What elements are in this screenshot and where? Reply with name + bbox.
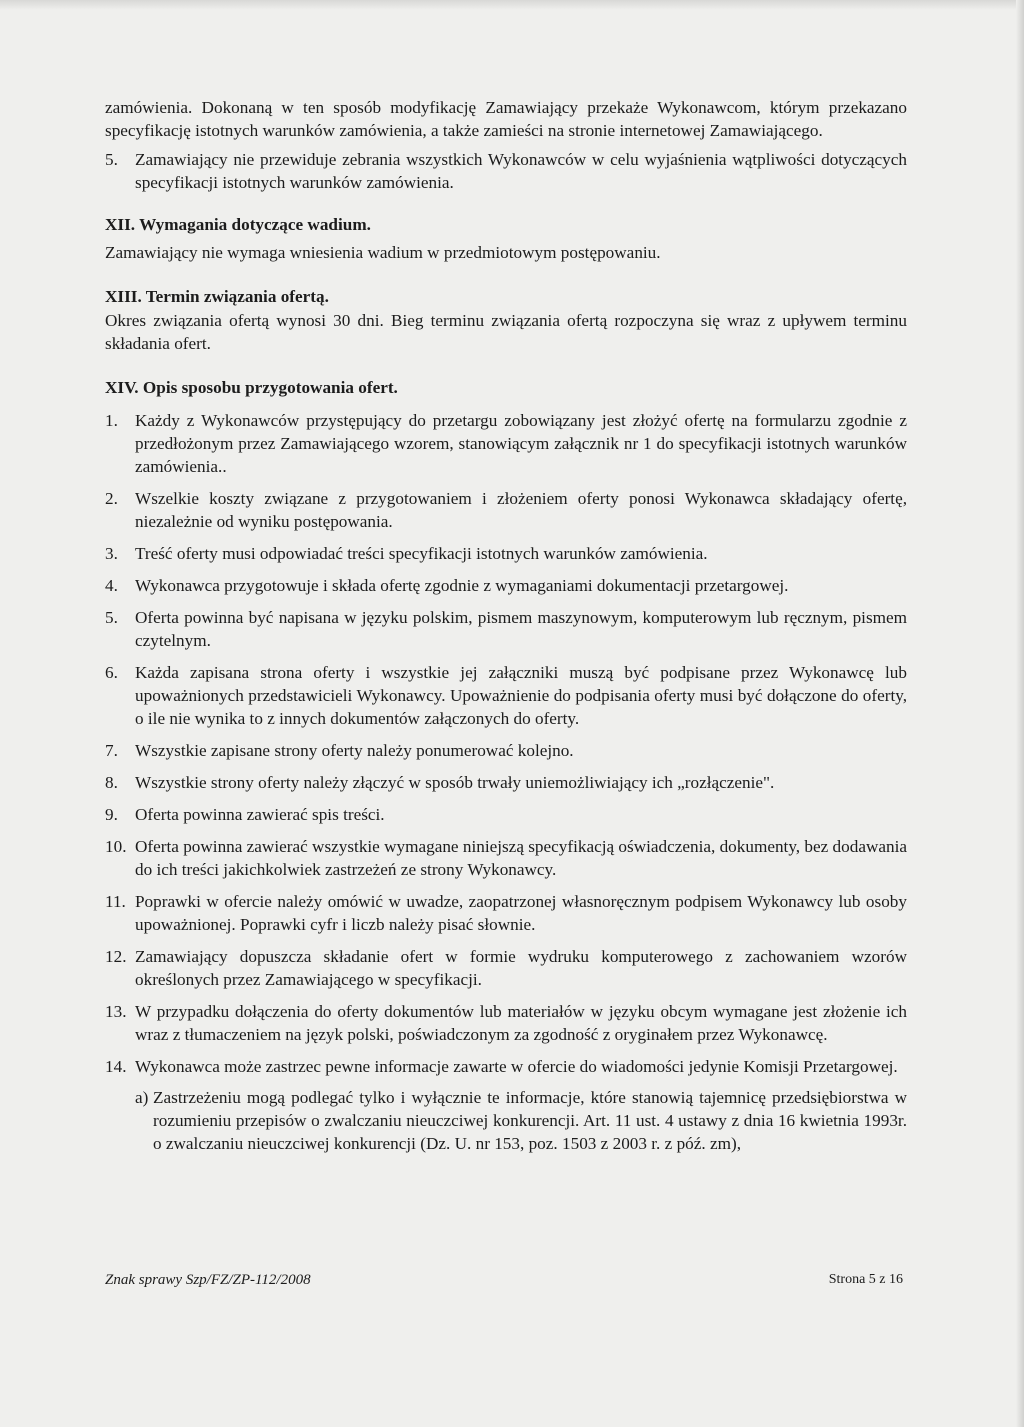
scan-edge-top	[0, 0, 1024, 10]
section-heading-xiii: XIII. Termin związania ofertą.	[105, 287, 329, 306]
section-heading-xiv: XIV. Opis sposobu przygotowania ofert.	[105, 378, 398, 397]
list-item-number: 5.	[105, 608, 118, 627]
list-item-number: 6.	[105, 663, 118, 682]
list-item	[105, 803, 907, 826]
section-heading-xii: XII. Wymagania dotyczące wadium.	[105, 215, 371, 234]
list-item-number: 1.	[105, 411, 118, 430]
list-item-number: 2.	[105, 489, 118, 508]
list-item	[105, 739, 907, 762]
list-item-number: 8.	[105, 773, 118, 792]
list-xiv	[105, 409, 907, 1078]
list-item	[105, 148, 907, 194]
list-subitem-text: Zastrzeżeniu mogą podlegać tylko i wyłącznie te informacje, które stanowią tajemnicę przedsiębiorstwa w rozumieniu przepisów o zwalczaniu nieuczciwej konkurencji. Art. 11 ust. 4 ustawy z dnia 16 kwietnia 1993r. o zwalczaniu nieuczciwej konkurencji (Dz. U. nr 153, poz. 1503 z 2003 r. z póź. zm),	[153, 1088, 907, 1153]
list-item-number: 12.	[105, 947, 127, 966]
list-item	[105, 890, 907, 936]
list-item	[105, 945, 907, 991]
list-item-text: Zamawiający nie przewiduje zebrania wszystkich Wykonawców w celu wyjaśnienia wątpliwości dotyczących specyfikacji istotnych warunków zamówienia.	[135, 150, 907, 192]
list-item-number: 9.	[105, 805, 118, 824]
list-item	[105, 661, 907, 730]
list-item-text: Oferta powinna zawierać wszystkie wymagane niniejszą specyfikacją oświadczenia, dokumenty, bez dodawania do ich treści jakichkolwiek zastrzeżeń ze strony Wykonawcy.	[135, 837, 908, 879]
section-text-xii: Zamawiający nie wymaga wniesienia wadium w przedmiotowym postępowaniu.	[105, 243, 661, 262]
paragraph-continuation: zamówienia. Dokonaną w ten sposób modyfikację Zamawiający przekaże Wykonawcom, którym przekazano specyfikację istotnych warunków zamówienia, a także zamieści na stronie internetowej Zamawiającego.	[105, 98, 907, 140]
list-item-text: Wszystkie strony oferty należy złączyć w sposób trwały uniemożliwiający ich „rozłączenie".	[135, 773, 775, 792]
list-item-number: 5.	[105, 150, 118, 169]
document-page	[105, 96, 907, 1155]
list-item	[105, 409, 907, 478]
list-item-text: Oferta powinna być napisana w języku polskim, pismem maszynowym, komputerowym lub ręcznym, pismem czytelnym.	[135, 608, 907, 650]
scan-edge-right	[1016, 0, 1024, 1427]
list-item-text: W przypadku dołączenia do oferty dokumentów lub materiałów w języku obcym wymagane jest złożenie ich wraz z tłumaczeniem na język polski, poświadczonym za zgodność z oryginałem przez Wykonawcę.	[135, 1002, 907, 1044]
list-item-number: 7.	[105, 741, 118, 760]
list-item-number: 4.	[105, 576, 118, 595]
list-item	[105, 835, 907, 881]
list-item-text: Poprawki w ofercie należy omówić w uwadze, zaopatrzonej własnoręcznym podpisem Wykonawcy lub osoby upoważnionej. Poprawki cyfr i liczb należy pisać słownie.	[135, 892, 907, 934]
list-item	[105, 574, 907, 597]
list-item	[105, 1000, 907, 1046]
list-item-number: 10.	[105, 837, 127, 856]
list-item-text: Każdy z Wykonawców przystępujący do przetargu zobowiązany jest złożyć ofertę na formularzu zgodnie z przedłożonym przez Zamawiającego wzorem, stanowiącym załącznik nr 1 do specyfikacji istotnych warunków zamówienia..	[135, 411, 907, 476]
list-item-text: Wszelkie koszty związane z przygotowaniem i złożeniem oferty ponosi Wykonawca składający ofertę, niezależnie od wyniku postępowania.	[135, 489, 907, 531]
list-item-number: 13.	[105, 1002, 127, 1021]
list-item-text: Oferta powinna zawierać spis treści.	[135, 805, 385, 824]
section-text-xiii: Okres związania ofertą wynosi 30 dni. Bieg terminu związania ofertą rozpoczyna się wraz z upływem terminu składania ofert.	[105, 311, 907, 353]
case-reference: Znak sprawy Szp/FZ/ZP-112/2008	[105, 1272, 311, 1288]
list-subitem-a	[105, 1086, 907, 1155]
list-item-number: 14.	[105, 1057, 127, 1076]
list-item	[105, 771, 907, 794]
list-item	[105, 542, 907, 565]
list-subitem-letter: a)	[135, 1088, 149, 1107]
list-item	[105, 1055, 907, 1078]
list-item	[105, 606, 907, 652]
list-item-text: Treść oferty musi odpowiadać treści specyfikacji istotnych warunków zamówienia.	[135, 544, 708, 563]
list-item-number: 3.	[105, 544, 118, 563]
page-number: Strona 5 z 16	[828, 1272, 903, 1287]
list-item	[105, 487, 907, 533]
list-item-text: Zamawiający dopuszcza składanie ofert w formie wydruku komputerowego z zachowaniem wzorów określonych przez Zamawiającego w specyfikacji.	[135, 947, 907, 989]
list-item-text: Wykonawca przygotowuje i składa ofertę zgodnie z wymaganiami dokumentacji przetargowej.	[135, 576, 789, 595]
list-item-text: Wykonawca może zastrzec pewne informacje zawarte w ofercie do wiadomości jedynie Komisji Przetargowej.	[135, 1057, 898, 1076]
list-item-number: 11.	[105, 892, 126, 911]
list-item-text: Każda zapisana strona oferty i wszystkie jej załączniki muszą być podpisane przez Wykonawcę lub upoważnionych przedstawicieli Wykonawcy. Upoważnienie do podpisania oferty musi być dołączone do oferty, o ile nie wynika to z innych dokumentów załączonych do oferty.	[135, 663, 907, 728]
list-item-text: Wszystkie zapisane strony oferty należy ponumerować kolejno.	[135, 741, 574, 760]
